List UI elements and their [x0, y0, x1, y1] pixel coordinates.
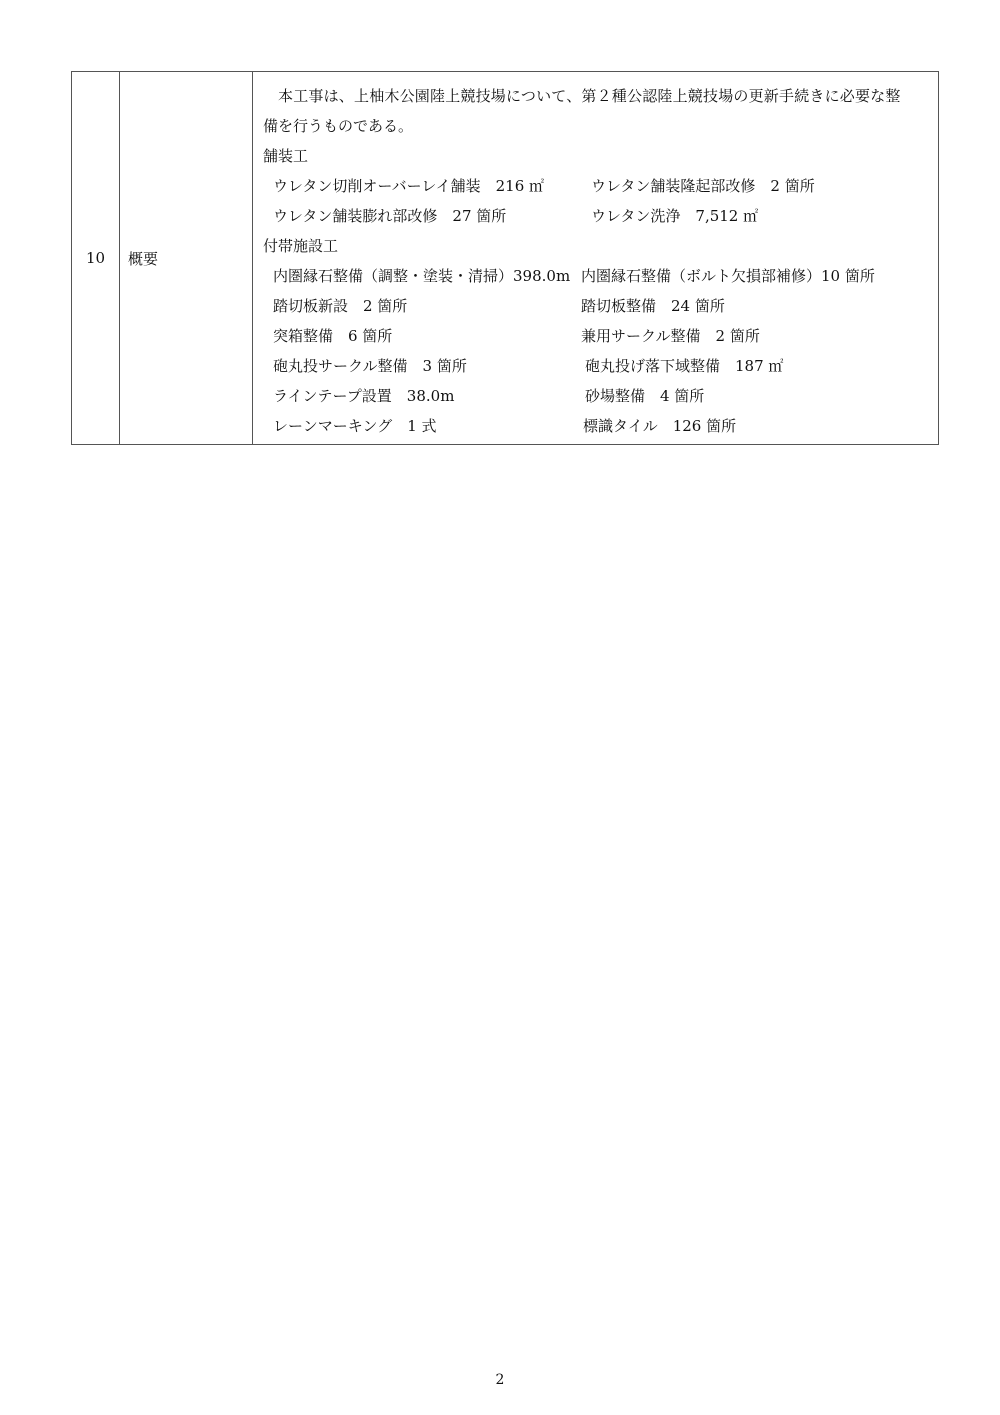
ancillary-item: 突箱整備 6 箇所 [273, 327, 393, 345]
paving-item: ウレタン切削オーバーレイ舗装 216 ㎡ [273, 177, 545, 195]
paving-item: ウレタン洗浄 7,512 ㎡ [591, 207, 759, 225]
list-item [263, 411, 932, 441]
ancillary-item: 内圏縁石整備（調整・塗装・清掃）398.0m [273, 267, 571, 285]
row-label: 概要 [120, 72, 253, 445]
ancillary-item: 内圏縁石整備（ボルト欠損部補修）10 箇所 [581, 267, 875, 285]
row-content [253, 72, 939, 445]
paving-item: ウレタン舗装膨れ部改修 27 箇所 [273, 207, 507, 225]
ancillary-item: 砲丸投サークル整備 3 箇所 [273, 357, 467, 375]
list-item [263, 291, 932, 321]
list-item [263, 351, 932, 381]
page-number: 2 [495, 1372, 505, 1388]
ancillary-item: 踏切板新設 2 箇所 [273, 297, 408, 315]
overview-line-1: 本工事は、上柚木公園陸上競技場について、第２種公認陸上競技場の更新手続きに必要な整 [278, 87, 901, 105]
overview-line-2: 備を行うものである。 [263, 117, 414, 135]
ancillary-item: レーンマーキング 1 式 [273, 417, 437, 435]
row-number: 10 [72, 72, 120, 445]
section-heading-paving: 舗装工 [263, 147, 309, 165]
list-item [263, 201, 932, 231]
section-heading-ancillary: 付帯施設工 [263, 237, 339, 255]
ancillary-item: 砂場整備 4 箇所 [585, 387, 705, 405]
list-item [263, 171, 932, 201]
ancillary-item: 標識タイル 126 箇所 [583, 417, 737, 435]
ancillary-item: 砲丸投げ落下域整備 187 ㎡ [585, 357, 784, 375]
ancillary-item: 踏切板整備 24 箇所 [581, 297, 725, 315]
ancillary-item: ラインテープ設置 38.0m [273, 387, 455, 405]
list-item [263, 381, 932, 411]
ancillary-item: 兼用サークル整備 2 箇所 [581, 327, 760, 345]
list-item [263, 321, 932, 351]
table-row [72, 72, 939, 445]
paving-item: ウレタン舗装隆起部改修 2 箇所 [591, 177, 815, 195]
overview-table [71, 71, 939, 445]
list-item [263, 261, 932, 291]
